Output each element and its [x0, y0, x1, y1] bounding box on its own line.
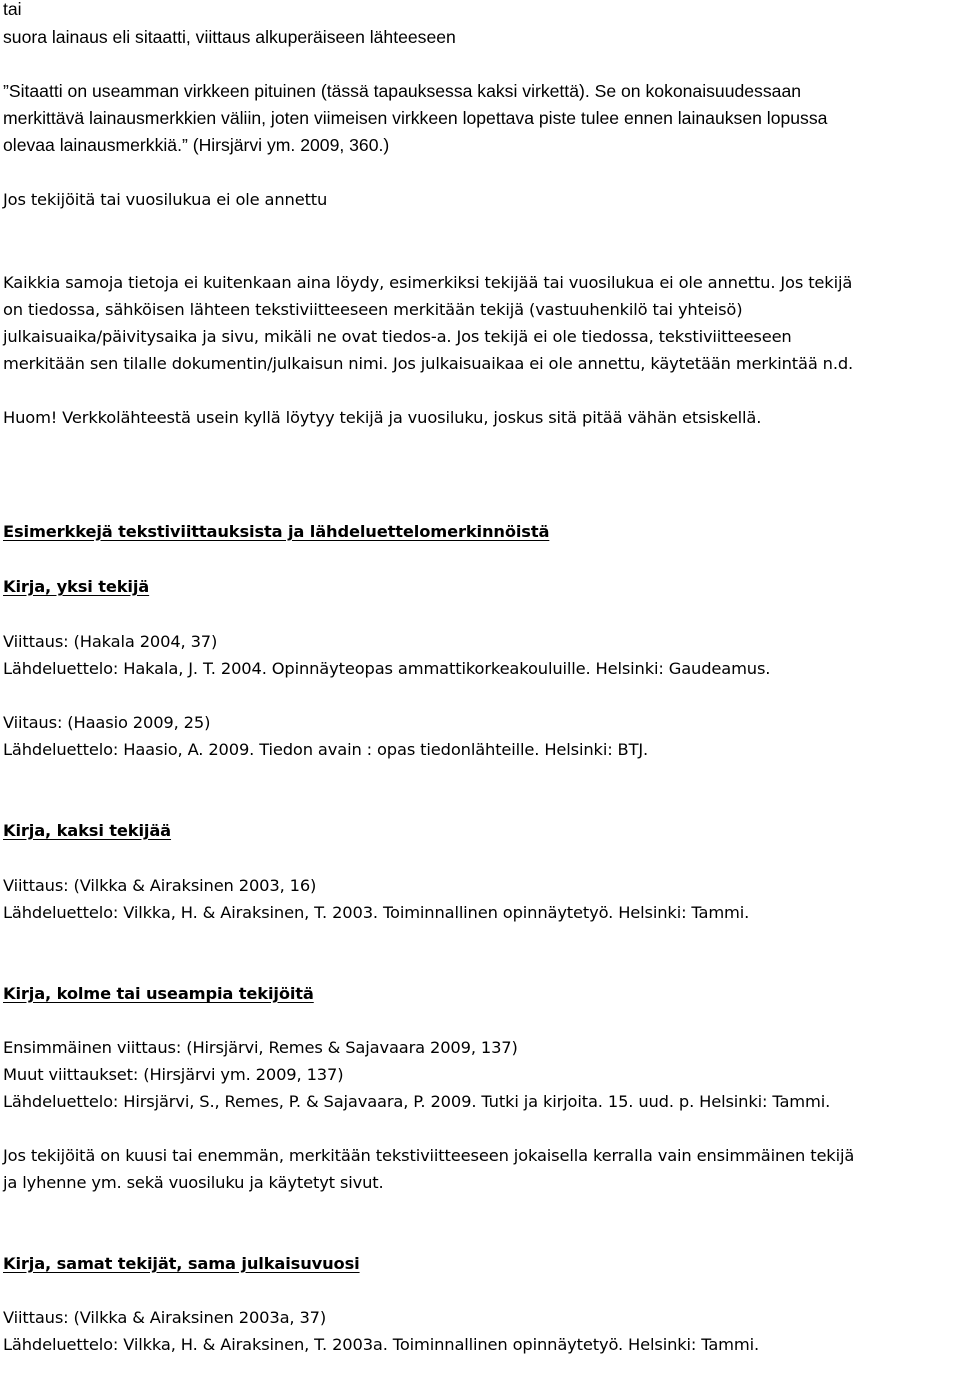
three-authors-line-5: ja lyhenne ym. sekä vuosiluku ja käytetyt sivut. [3, 1173, 384, 1192]
text-tai: tai [3, 0, 22, 19]
no-author-heading: Jos tekijöitä tai vuosilukua ei ole annettu [3, 190, 328, 209]
two-authors-line-1: Viittaus: (Vilkka & Airaksinen 2003, 16) [3, 876, 317, 895]
examples-heading: Esimerkkejä tekstiviittauksista ja lähdeluettelomerkinnöistä [3, 522, 550, 541]
no-author-line-2: on tiedossa, sähköisen lähteen tekstiviitteeseen merkitään tekijä (vastuuhenkilö tai yhteisö) [3, 300, 743, 319]
one-author-line-2: Lähdeluettelo: Hakala, J. T. 2004. Opinnäyteopas ammattikorkeakouluille. Helsinki: Gaudeamus. [3, 659, 771, 678]
heading-same-authors-same-year: Kirja, samat tekijät, sama julkaisuvuosi [3, 1254, 360, 1273]
huom-note: Huom! Verkkolähteestä usein kyllä löytyy tekijä ja vuosiluku, joskus sitä pitää vähän etsiskellä. [3, 408, 762, 427]
same-year-line-1: Viittaus: (Vilkka & Airaksinen 2003a, 37) [3, 1308, 327, 1327]
two-authors-line-2: Lähdeluettelo: Vilkka, H. & Airaksinen, T. 2003. Toiminnallinen opinnäytetyö. Helsinki: Tammi. [3, 903, 750, 922]
heading-one-author: Kirja, yksi tekijä [3, 577, 150, 596]
heading-three-authors: Kirja, kolme tai useampia tekijöitä [3, 984, 314, 1003]
no-author-line-4: merkitään sen tilalle dokumentin/julkaisun nimi. Jos julkaisuaikaa ei ole annettu, käytetään merkintää n.d. [3, 354, 854, 373]
quote-line-3: olevaa lainausmerkkiä.” (Hirsjärvi ym. 2009, 360.) [3, 135, 390, 155]
same-year-line-2: Lähdeluettelo: Vilkka, H. & Airaksinen, T. 2003a. Toiminnallinen opinnäytetyö. Helsinki: Tammi. [3, 1335, 759, 1354]
one-author-line-3: Viitaus: (Haasio 2009, 25) [3, 713, 211, 732]
quote-line-2: merkittävä lainausmerkkien väliin, joten viimeisen virkkeen lopettava piste tulee ennen lainauksen lopussa [3, 108, 828, 128]
three-authors-line-1: Ensimmäinen viittaus: (Hirsjärvi, Remes & Sajavaara 2009, 137) [3, 1038, 518, 1057]
quote-line-1: ”Sitaatti on useamman virkkeen pituinen (tässä tapauksessa kaksi virkettä). Se on kokonaisuudessaan [3, 81, 802, 101]
no-author-line-1: Kaikkia samoja tietoja ei kuitenkaan aina löydy, esimerkiksi tekijää tai vuosilukua ei ole annettu. Jos tekijä [3, 273, 853, 292]
no-author-line-3: julkaisuaika/päivitysaika ja sivu, mikäli ne ovat tiedos-a. Jos tekijä ei ole tiedossa, tekstiviitteeseen [3, 327, 792, 346]
three-authors-line-3: Lähdeluettelo: Hirsjärvi, S., Remes, P. & Sajavaara, P. 2009. Tutki ja kirjoita. 15. uud. p. Helsinki: Tammi. [3, 1092, 831, 1111]
one-author-line-1: Viittaus: (Hakala 2004, 37) [3, 632, 218, 651]
text-direct-quote-label: suora lainaus eli sitaatti, viittaus alkuperäiseen lähteeseen [3, 27, 456, 47]
three-authors-line-4: Jos tekijöitä on kuusi tai enemmän, merkitään tekstiviitteeseen jokaisella kerralla vain ensimmäinen tekijä [3, 1146, 855, 1165]
one-author-line-4: Lähdeluettelo: Haasio, A. 2009. Tiedon avain : opas tiedonlähteille. Helsinki: BTJ. [3, 740, 649, 759]
heading-two-authors: Kirja, kaksi tekijää [3, 821, 172, 840]
three-authors-line-2: Muut viittaukset: (Hirsjärvi ym. 2009, 137) [3, 1065, 344, 1084]
